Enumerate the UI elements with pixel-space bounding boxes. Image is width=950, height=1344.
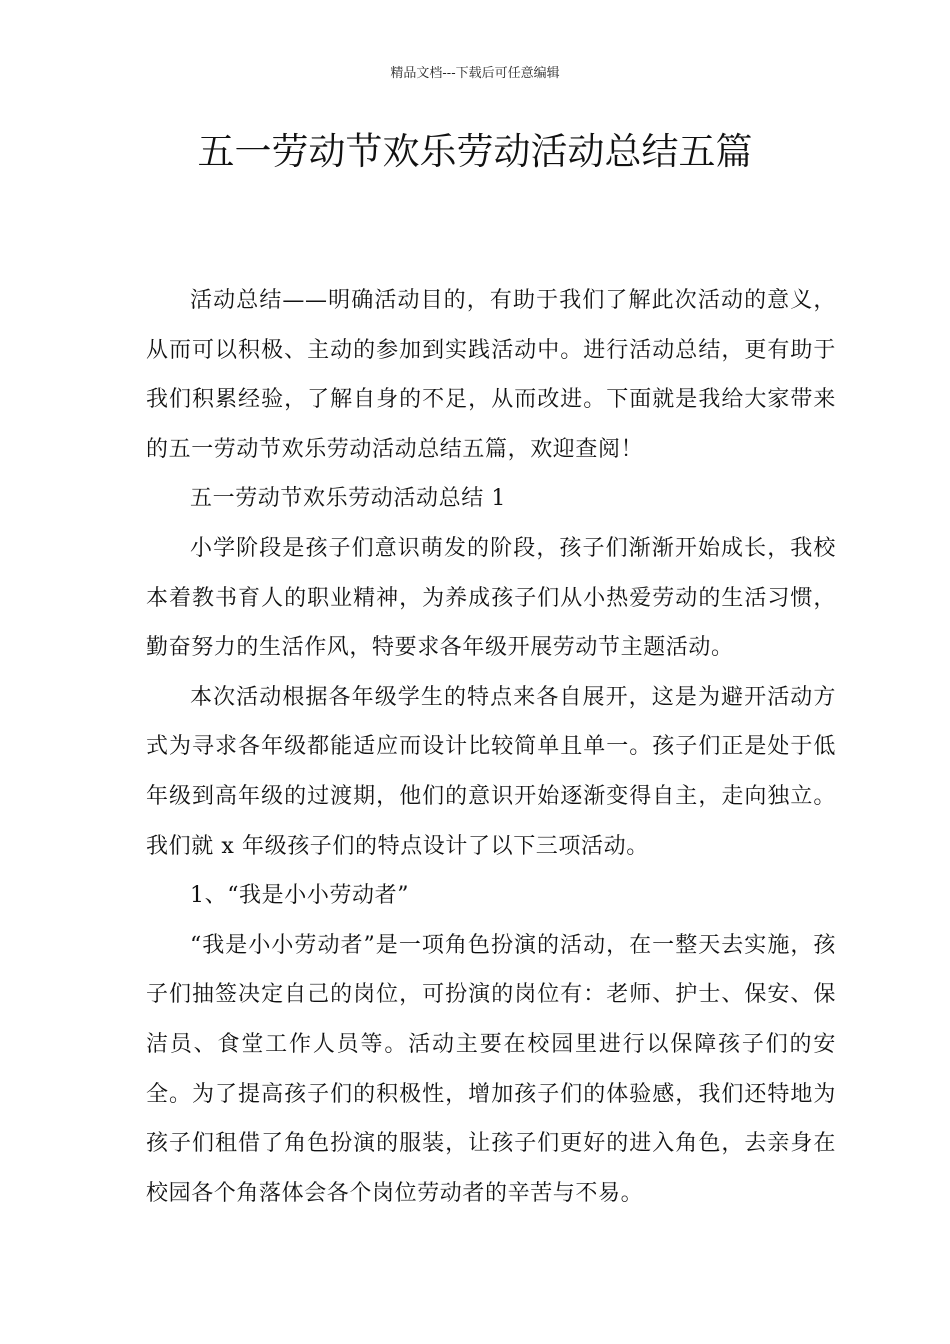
section-heading-1: 五一劳动节欢乐劳动活动总结 1: [190, 486, 506, 512]
body-paragraph: 本次活动根据各年级学生的特点来各自展开，这是为避开活动方式为寻求各年级都能适应而设计比较简单且单一。孩子们正是处于低年级到高年级的过渡期，他们的意识开始逐渐变得自主，走向独立。我们就 x 年级孩子们的特点设计了以下三项活动。: [146, 684, 836, 859]
activity-heading-1: 1、“我是小小劳动者”: [190, 883, 410, 909]
body-paragraph: “我是小小劳动者”是一项角色扮演的活动，在一整天去实施，孩子们抽签决定自己的岗位，可扮演的岗位有：老师、护士、保安、保洁员、食堂工作人员等。活动主要在校园里进行以保障孩子们的安全。为了提高孩子们的积极性，增加孩子们的体验感，我们还特地为孩子们租借了角色扮演的服装，让孩子们更好的进入角色，去亲身在校园各个角落体会各个岗位劳动者的辛苦与不易。: [146, 932, 836, 1206]
document-title: 五一劳动节欢乐劳动活动总结五篇: [197, 130, 753, 173]
body-paragraph: 小学阶段是孩子们意识萌发的阶段，孩子们渐渐开始成长，我校本着教书育人的职业精神，为养成孩子们从小热爱劳动的生活习惯，勤奋努力的生活作风，特要求各年级开展劳动节主题活动。: [146, 535, 836, 661]
document-body: [146, 276, 836, 1218]
header-note: 精品文档---下载后可任意编辑: [390, 66, 560, 81]
intro-paragraph: 活动总结——明确活动目的，有助于我们了解此次活动的意义，从而可以积极、主动的参加到实践活动中。进行活动总结，更有助于我们积累经验，了解自身的不足，从而改进。下面就是我给大家带来的五一劳动节欢乐劳动活动总结五篇，欢迎查阅！: [146, 288, 836, 462]
